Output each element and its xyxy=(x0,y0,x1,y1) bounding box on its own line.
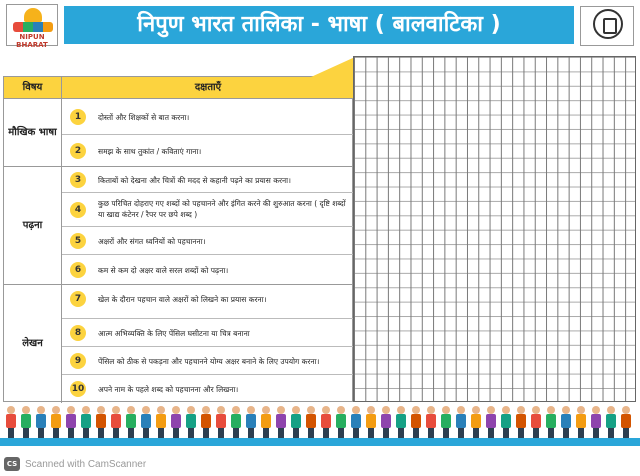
ground-stripe xyxy=(0,438,640,446)
child-figure-icon xyxy=(156,406,166,440)
child-figure-icon xyxy=(231,406,241,440)
child-figure-icon xyxy=(456,406,466,440)
skill-row xyxy=(62,167,354,193)
skill-text: दोस्तों और शिक्षकों से बात करना। xyxy=(98,113,190,122)
row-number: 7 xyxy=(70,291,86,307)
child-figure-icon xyxy=(516,406,526,440)
skill-row xyxy=(62,319,354,347)
nipun-bharat-logo xyxy=(6,4,58,49)
skill-text: कम से कम दो अक्षर वाले सरल शब्दों को पढ़ना। xyxy=(98,266,229,275)
child-figure-icon xyxy=(36,406,46,440)
child-figure-icon xyxy=(591,406,601,440)
corner-fold xyxy=(311,57,355,77)
child-figure-icon xyxy=(501,406,511,440)
camscanner-logo-icon: CS xyxy=(4,457,20,471)
child-figure-icon xyxy=(96,406,106,440)
skill-text: समझ के साथ तुकांत / कविताएं गाना। xyxy=(98,147,202,156)
skill-row xyxy=(62,227,354,255)
child-figure-icon xyxy=(411,406,421,440)
page-title: निपुण भारत तालिका - भाषा ( बालवाटिका ) xyxy=(137,12,501,37)
column-header-subject: विषय xyxy=(4,77,62,99)
child-figure-icon xyxy=(201,406,211,440)
subject-reading: पढ़ना xyxy=(4,167,62,285)
child-figure-icon xyxy=(126,406,136,440)
child-figure-icon xyxy=(351,406,361,440)
child-figure-icon xyxy=(606,406,616,440)
skill-row xyxy=(62,99,354,135)
child-figure-icon xyxy=(81,406,91,440)
skill-text: कुछ परिचित दोहराए गए शब्दों को पहचानने और इंगित करने की शुरुआत करना ( दृष्टि शब्दों या खाद्य कंटेनर / रैपर पर छपे शब्द ) xyxy=(98,199,346,219)
row-number: 10 xyxy=(70,381,86,397)
child-figure-icon xyxy=(21,406,31,440)
skill-text: अक्षरों और संगत ध्वनियों को पहचानना। xyxy=(98,237,206,246)
table-header xyxy=(4,77,354,99)
row-number: 8 xyxy=(70,325,86,341)
child-figure-icon xyxy=(51,406,61,440)
child-figure-icon xyxy=(111,406,121,440)
column-header-skills: दक्षताएँ xyxy=(194,82,222,93)
child-figure-icon xyxy=(336,406,346,440)
skills-table xyxy=(3,76,353,402)
child-figure-icon xyxy=(321,406,331,440)
child-figure-icon xyxy=(396,406,406,440)
row-number: 9 xyxy=(70,353,86,369)
child-figure-icon xyxy=(471,406,481,440)
child-figure-icon xyxy=(531,406,541,440)
child-figure-icon xyxy=(546,406,556,440)
child-figure-icon xyxy=(306,406,316,440)
title-band xyxy=(64,6,574,44)
child-figure-icon xyxy=(441,406,451,440)
assessment-grid xyxy=(353,56,636,402)
child-figure-icon xyxy=(381,406,391,440)
subject-writing: लेखन xyxy=(4,285,62,403)
seal-icon xyxy=(593,9,623,39)
row-number: 1 xyxy=(70,109,86,125)
child-figure-icon xyxy=(141,406,151,440)
children-icon xyxy=(13,22,53,32)
child-figure-icon xyxy=(186,406,196,440)
child-figure-icon xyxy=(486,406,496,440)
logo-text: NIPUN BHARAT xyxy=(16,33,48,49)
watermark-text: Scanned with CamScanner xyxy=(25,458,147,470)
skill-row xyxy=(62,193,354,227)
header-banner xyxy=(0,0,640,50)
child-figure-icon xyxy=(261,406,271,440)
skill-text: आत्म अभिव्यक्ति के लिए पेंसिल घसीटना या चित्र बनाना xyxy=(98,329,250,338)
child-figure-icon xyxy=(6,406,16,440)
skill-row xyxy=(62,135,354,167)
up-government-seal-icon xyxy=(580,6,634,46)
child-figure-icon xyxy=(276,406,286,440)
row-number: 2 xyxy=(70,143,86,159)
child-figure-icon xyxy=(66,406,76,440)
skill-text: अपने नाम के पहले शब्द को पहचानना और लिखना। xyxy=(98,385,239,394)
skill-text: पेंसिल को ठीक से पकड़ना और पहचानने योग्य अक्षर बनाने के लिए उपयोग करना। xyxy=(98,357,320,366)
sun-icon xyxy=(24,8,42,22)
child-figure-icon xyxy=(246,406,256,440)
row-number: 5 xyxy=(70,233,86,249)
child-figure-icon xyxy=(171,406,181,440)
skill-row xyxy=(62,285,354,319)
camscanner-watermark xyxy=(4,456,146,472)
child-figure-icon xyxy=(621,406,631,440)
skill-row xyxy=(62,255,354,285)
subject-oral-language: मौखिक भाषा xyxy=(4,99,62,167)
child-figure-icon xyxy=(426,406,436,440)
skill-row xyxy=(62,347,354,375)
row-number: 4 xyxy=(70,202,86,218)
child-figure-icon xyxy=(366,406,376,440)
row-number: 6 xyxy=(70,262,86,278)
child-figure-icon xyxy=(576,406,586,440)
row-number: 3 xyxy=(70,172,86,188)
skill-row xyxy=(62,375,354,403)
child-figure-icon xyxy=(291,406,301,440)
child-figure-icon xyxy=(216,406,226,440)
child-figure-icon xyxy=(561,406,571,440)
skill-text: किताबों को देखना और चित्रों की मदद से कहानी पढ़ने का प्रयास करना। xyxy=(98,176,291,185)
skill-text: खेल के दौरान पहचान वाले अक्षरों को लिखने का प्रयास करना। xyxy=(98,295,267,304)
